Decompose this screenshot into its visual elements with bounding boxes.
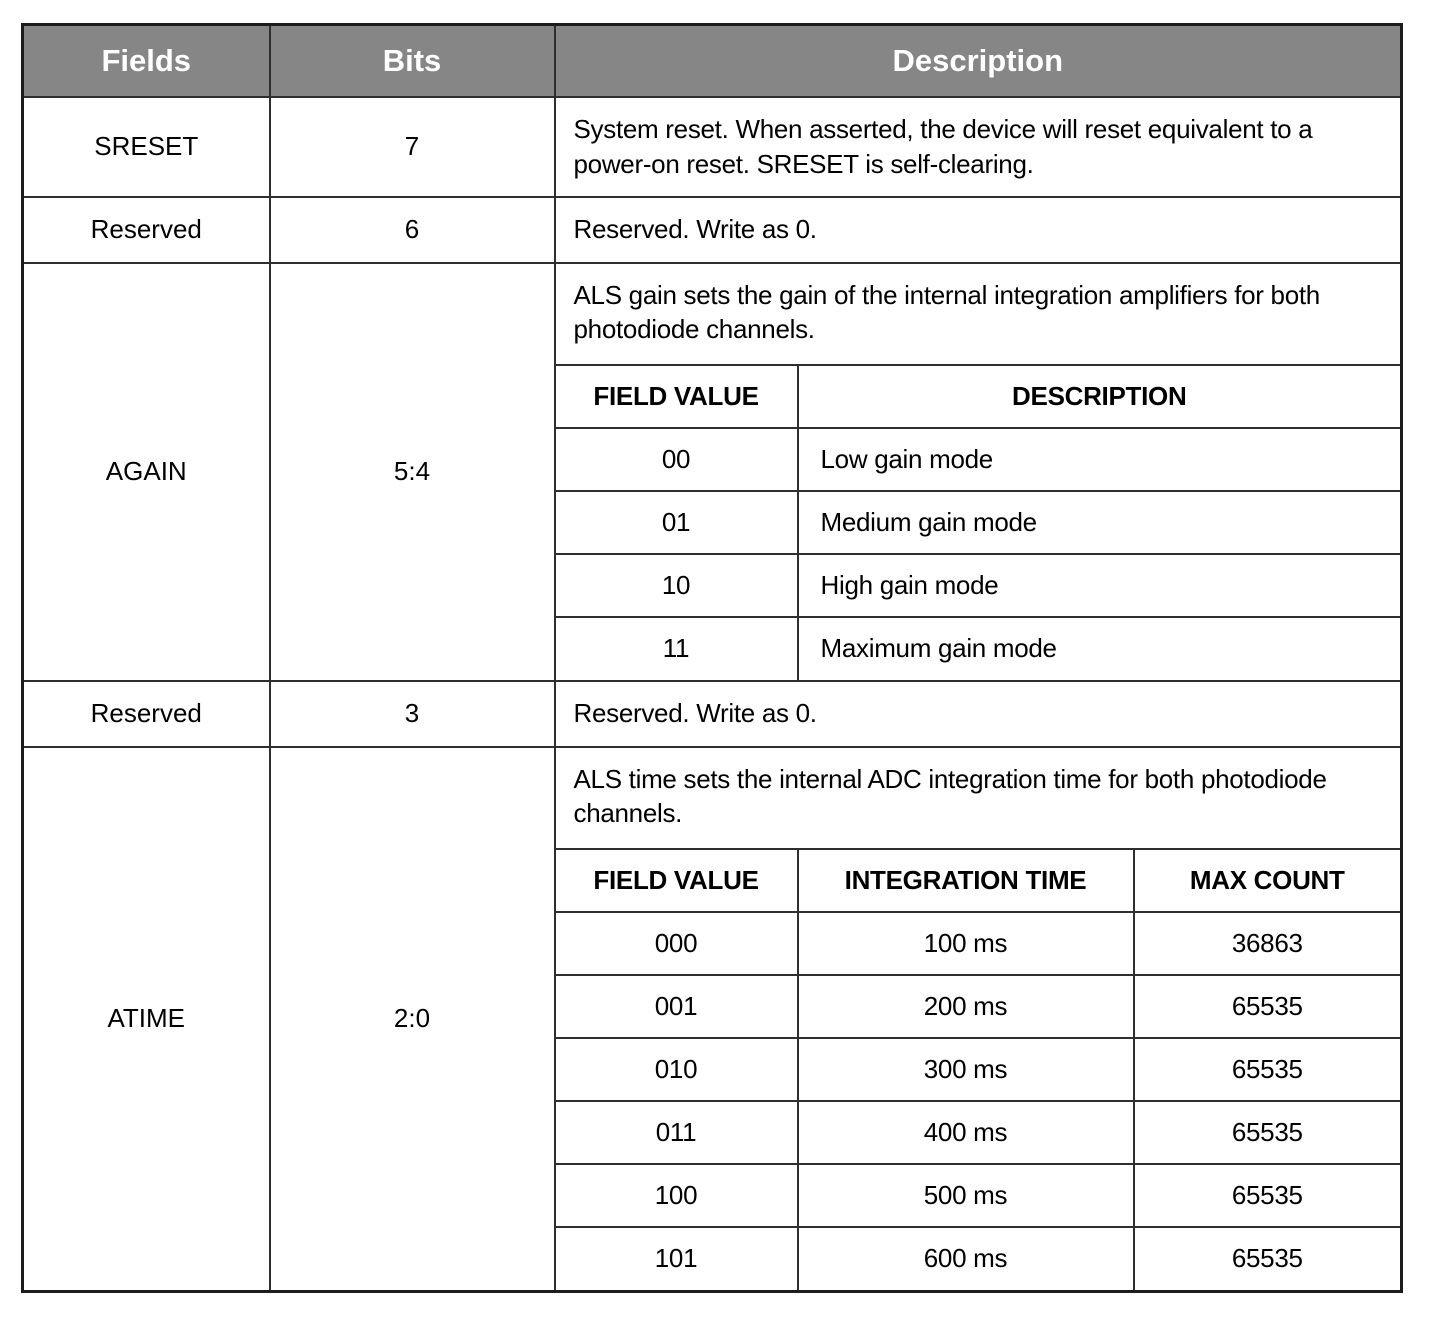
row-again <box>23 263 1402 681</box>
bits-atime: 2:0 <box>270 747 555 1292</box>
atime-time-010: 300 ms <box>798 1038 1134 1101</box>
atime-value-100: 100 <box>556 1164 798 1227</box>
atime-subheader-integration-time: INTEGRATION TIME <box>798 849 1134 912</box>
description-atime-text: ALS time sets the internal ADC integration time for both photodiode channels. <box>573 763 1327 829</box>
atime-value-010: 010 <box>556 1038 798 1101</box>
bits-sreset: 7 <box>270 97 555 197</box>
atime-value-001: 001 <box>556 975 798 1038</box>
atime-value-000: 000 <box>556 912 798 975</box>
field-name-reserved-bit3: Reserved <box>23 681 270 747</box>
again-desc-00: Low gain mode <box>798 428 1401 491</box>
again-subtable-row <box>556 491 1401 554</box>
row-atime <box>23 747 1402 1292</box>
atime-value-011: 011 <box>556 1101 798 1164</box>
bits-again: 5:4 <box>270 263 555 681</box>
atime-subheader-max-count: MAX COUNT <box>1134 849 1401 912</box>
atime-count-000: 36863 <box>1134 912 1401 975</box>
description-reserved-bit3: Reserved. Write as 0. <box>555 681 1402 747</box>
atime-value-101: 101 <box>556 1227 798 1290</box>
atime-subtable-row <box>556 1227 1401 1290</box>
description-again-cell <box>555 263 1402 681</box>
again-value-11: 11 <box>556 617 798 680</box>
field-name-atime: ATIME <box>23 747 270 1292</box>
field-name-reserved-bit6: Reserved <box>23 197 270 263</box>
row-reserved-bit6 <box>23 197 1402 263</box>
description-again-text: ALS gain sets the gain of the internal integration amplifiers for both photodiode channels. <box>573 279 1320 345</box>
atime-subtable-header-row <box>556 849 1401 912</box>
atime-count-010: 65535 <box>1134 1038 1401 1101</box>
description-atime-cell <box>555 747 1402 1292</box>
col-header-bits: Bits <box>270 25 555 97</box>
atime-time-101: 600 ms <box>798 1227 1134 1290</box>
again-subtable-row <box>556 428 1401 491</box>
again-subtable <box>556 364 1401 680</box>
col-header-description: Description <box>555 25 1402 97</box>
bits-reserved-bit6: 6 <box>270 197 555 263</box>
again-subheader-field-value: FIELD VALUE <box>556 365 798 428</box>
atime-subtable <box>556 848 1401 1290</box>
register-fields-table <box>21 23 1403 1293</box>
atime-time-001: 200 ms <box>798 975 1134 1038</box>
field-name-again: AGAIN <box>23 263 270 681</box>
atime-count-001: 65535 <box>1134 975 1401 1038</box>
register-table-container <box>21 23 1403 1293</box>
atime-time-011: 400 ms <box>798 1101 1134 1164</box>
atime-time-000: 100 ms <box>798 912 1134 975</box>
again-subtable-row <box>556 617 1401 680</box>
atime-count-101: 65535 <box>1134 1227 1401 1290</box>
atime-count-011: 65535 <box>1134 1101 1401 1164</box>
atime-subtable-row <box>556 1101 1401 1164</box>
again-subtable-header-row <box>556 365 1401 428</box>
atime-subtable-row <box>556 1038 1401 1101</box>
again-desc-10: High gain mode <box>798 554 1401 617</box>
description-sreset: System reset. When asserted, the device will reset equivalent to a power-on reset. SRESET is self-clearing. <box>555 97 1402 197</box>
atime-count-100: 65535 <box>1134 1164 1401 1227</box>
field-name-sreset: SRESET <box>23 97 270 197</box>
again-value-01: 01 <box>556 491 798 554</box>
again-subheader-description: DESCRIPTION <box>798 365 1401 428</box>
atime-subtable-row <box>556 1164 1401 1227</box>
row-sreset <box>23 97 1402 197</box>
again-desc-01: Medium gain mode <box>798 491 1401 554</box>
description-reserved-bit6: Reserved. Write as 0. <box>555 197 1402 263</box>
bits-reserved-bit3: 3 <box>270 681 555 747</box>
atime-time-100: 500 ms <box>798 1164 1134 1227</box>
again-subtable-row <box>556 554 1401 617</box>
again-desc-11: Maximum gain mode <box>798 617 1401 680</box>
again-value-10: 10 <box>556 554 798 617</box>
atime-subtable-row <box>556 975 1401 1038</box>
row-reserved-bit3 <box>23 681 1402 747</box>
table-header-row <box>23 25 1402 97</box>
atime-subheader-field-value: FIELD VALUE <box>556 849 798 912</box>
atime-subtable-row <box>556 912 1401 975</box>
col-header-fields: Fields <box>23 25 270 97</box>
again-value-00: 00 <box>556 428 798 491</box>
